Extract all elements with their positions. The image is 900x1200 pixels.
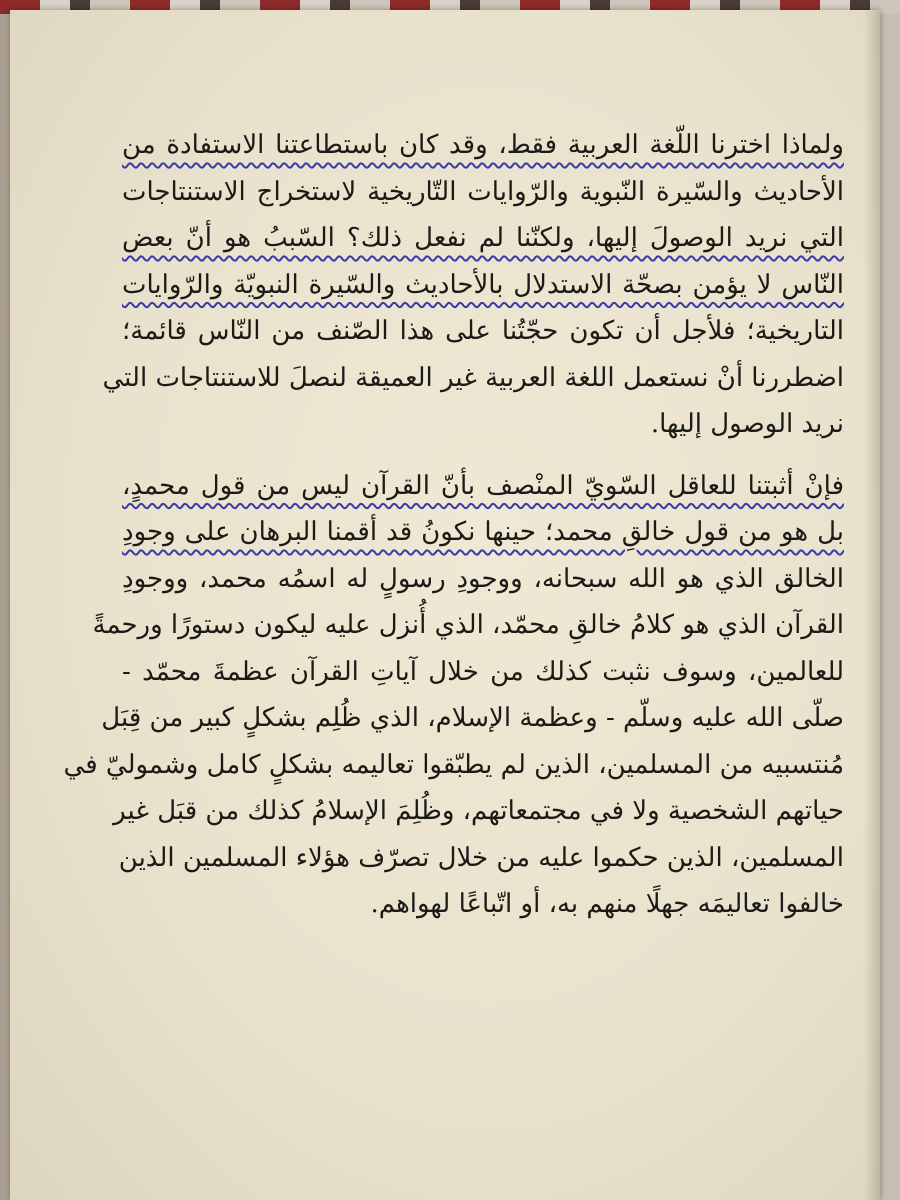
page-text [63, 122, 844, 928]
text-line: اضطررنا أنْ نستعمل اللغة العربية غير العميقة لنصلَ للاستنتاجات التي [102, 362, 844, 393]
text-line: صلّى الله عليه وسلّم - وعظمة الإسلام، الذي ظُلِم بشكلٍ كبير من قِبَل [101, 703, 844, 733]
book-page [10, 10, 880, 1200]
text-line: نريد الوصول إليها. [650, 409, 844, 439]
text-line: الخالق الذي هو الله سبحانه، ووجودِ رسولٍ له اسمُه محمد، ووجودِ [122, 563, 844, 594]
text-line: بل هو من قول خالقِ محمد؛ حينها نكونُ قد أقمنا البرهان على وجودِ [122, 517, 844, 547]
text-line: التاريخية؛ فلأجل أن تكون حجّتُنا على هذا الصّنف من النّاس قائمة؛ [122, 316, 844, 346]
paragraph-1 [102, 122, 844, 448]
text-line: المسلمين، الذين حكموا عليه من خلال تصرّف هؤلاء المسلمين الذين [118, 842, 844, 873]
text-line: فإنْ أثبتنا للعاقل السّويّ المنْصف بأنّ القرآن ليس من قول محمدٍ، [122, 470, 844, 501]
text-line: الأحاديث والسّيرة النّبوية والرّوايات التّاريخية لاستخراج الاستنتاجات [122, 176, 844, 207]
text-line: التي نريد الوصولَ إليها، ولكنّنا لم نفعل ذلك؟ السّببُ هو أنّ بعض [122, 223, 844, 253]
text-line: خالفوا تعاليمَه جهلًا منهم به، أو اتّباعًا لهواهم. [370, 889, 844, 919]
text-line: ولماذا اخترنا اللّغة العربية فقط، وقد كان باستطاعتنا الاستفادة من [122, 130, 844, 160]
page-edge-shadow [864, 10, 880, 1200]
paragraph-2 [63, 463, 844, 928]
text-line: للعالمين، وسوف نثبت كذلك من خلال آياتِ القرآن عظمةَ محمّد - [122, 656, 844, 687]
text-line: النّاس لا يؤمن بصحّة الاستدلال بالأحاديث والسّيرة النبويّة والرّوايات [122, 269, 844, 300]
text-line: حياتهم الشخصية ولا في مجتمعاتهم، وظُلِمَ الإسلامُ كذلك من قبَل غير [113, 796, 844, 826]
text-line: مُنتسبيه من المسلمين، الذين لم يطبّقوا تعاليمه بشكلٍ كامل وشموليّ في [63, 749, 844, 780]
text-line: القرآن الذي هو كلامُ خالقِ محمّد، الذي أُنزل عليه ليكون دستورًا ورحمةً [92, 610, 844, 640]
